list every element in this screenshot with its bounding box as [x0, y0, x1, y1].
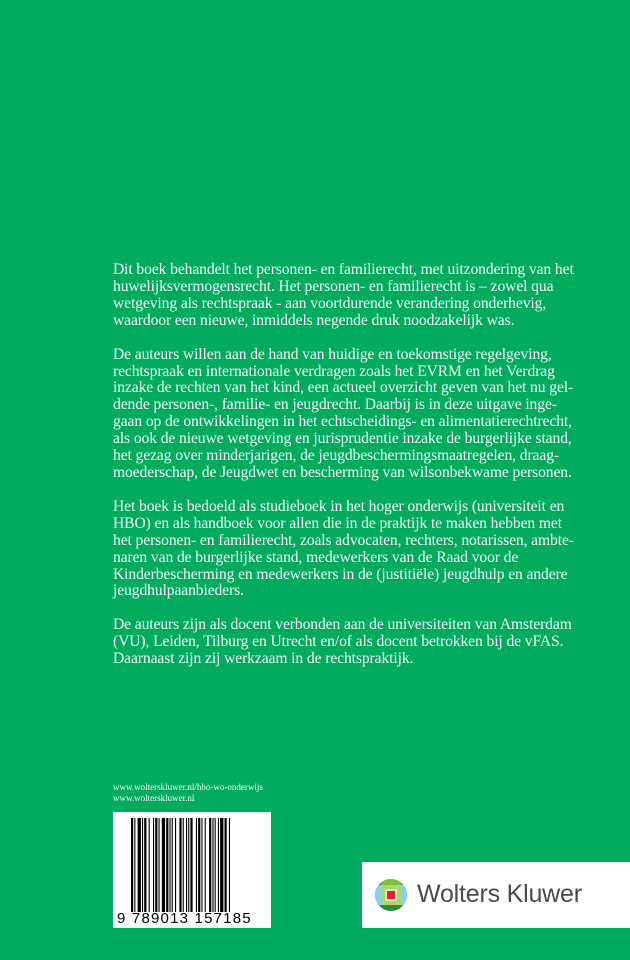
isbn-number: 9 789013 157185: [117, 910, 252, 927]
barcode-bar: [175, 818, 176, 912]
text-line: Kinderbescherming en medewerkers in de (justitiële) jeugdhulp en andere: [113, 565, 568, 583]
barcode-bar: [196, 818, 197, 912]
text-line: het gezag over minderjarigen, de jeugdbeschermingsmaatregelen, draag-: [113, 447, 559, 465]
barcode-bar: [215, 818, 216, 912]
text-line: als ook de nieuwe wetgeving en jurisprudentie inzake de burgerlijke stand,: [113, 430, 572, 448]
barcode-bar: [159, 818, 160, 912]
publisher-urls: [113, 782, 263, 804]
back-cover-blurb: [113, 262, 628, 685]
barcode-bar: [229, 818, 230, 912]
text-line: De auteurs zijn als docent verbonden aan de universiteiten van Amsterdam: [113, 616, 572, 634]
text-line: inzake de rechten van het kind, een actueel overzicht geven van het nu gel-: [113, 379, 574, 397]
barcode-bar: [155, 818, 157, 912]
text-line: HBO) en als handboek voor allen die in de praktijk te maken hebben met: [113, 514, 562, 532]
text-line: naren van de burgerlijke stand, medewerkers van de Raad voor de: [113, 548, 519, 566]
barcode-bar: [172, 818, 173, 912]
blurb-paragraph: [113, 262, 628, 330]
text-line: jeugdhulpaanbieders.: [113, 582, 244, 600]
text-line: dende personen-, familie- en jeugdrecht. Daarbij is in deze uitgave inge-: [113, 396, 557, 414]
text-line: huwelijksvermogensrecht. Het personen- en familierecht is – zowel qua: [113, 277, 554, 295]
barcode-bar: [201, 818, 202, 912]
isbn-barcode: [113, 812, 271, 928]
barcode-bar: [170, 818, 171, 912]
text-line: het personen- en familierecht, zoals advocaten, rechters, notarissen, ambte-: [113, 531, 574, 549]
barcode-bar: [138, 818, 141, 912]
barcode-bar: [166, 818, 168, 912]
blurb-paragraph: [113, 347, 628, 482]
publisher-logo: [362, 862, 630, 928]
text-line: gaan op de ontwikkelingen in het echtscheidings- en alimentatierechtrecht,: [113, 413, 572, 431]
barcode-bar: [144, 818, 146, 912]
text-line: De auteurs willen aan de hand van huidige en toekomstige regelgeving,: [113, 345, 552, 363]
barcode-bar: [225, 818, 227, 912]
barcode-bar: [142, 818, 143, 912]
text-line: rechtspraak en internationale verdragen zoals het EVRM en het Verdrag: [113, 362, 555, 380]
barcode-bar: [134, 818, 135, 912]
text-line: Daarnaast zijn zij werkzaam in de rechtspraktijk.: [113, 650, 414, 668]
barcode-bar: [153, 818, 154, 912]
blurb-paragraph: [113, 499, 628, 600]
barcode-bar: [190, 818, 192, 912]
blurb-paragraph: [113, 617, 628, 668]
barcode-bar: [188, 818, 189, 912]
barcode-bar: [209, 818, 211, 912]
text-line: moederschap, de Jeugdwet en bescherming van wilsonbekwame personen.: [113, 463, 572, 481]
barcode-bar: [162, 818, 165, 912]
publisher-name: Wolters Kluwer: [417, 880, 582, 908]
text-line: waardoor een nieuwe, inmiddels negende druk noodzakelijk was.: [113, 311, 515, 329]
barcode-bar: [220, 818, 223, 912]
barcode-bar: [179, 818, 181, 912]
text-line: Het boek is bedoeld als studieboek in het hoger onderwijs (universiteit en: [113, 497, 565, 515]
barcode-bar: [212, 818, 213, 912]
barcode-bar: [183, 818, 184, 912]
barcode-bar: [149, 818, 150, 912]
barcode-bar: [131, 818, 133, 912]
barcode-bar: [205, 818, 206, 912]
barcode-bar: [186, 818, 187, 912]
wolters-kluwer-globe-icon: [374, 878, 410, 914]
barcode-bar: [218, 818, 219, 912]
barcode-bar: [198, 818, 200, 912]
text-line: wetgeving als rechtspraak - aan voortdurende verandering onderhevig,: [113, 294, 547, 312]
text-line: Dit boek behandelt het personen- en familierecht, met uitzondering van het: [113, 261, 574, 278]
text-line: (VU), Leiden, Tilburg en Utrecht en/of als docent betrokken bij de vFAS.: [113, 633, 564, 651]
url-main[interactable]: www.wolterskluwer.nl: [113, 793, 195, 803]
url-onderwijs[interactable]: www.wolterskluwer.nl/hbo-wo-onderwijs: [113, 782, 263, 792]
